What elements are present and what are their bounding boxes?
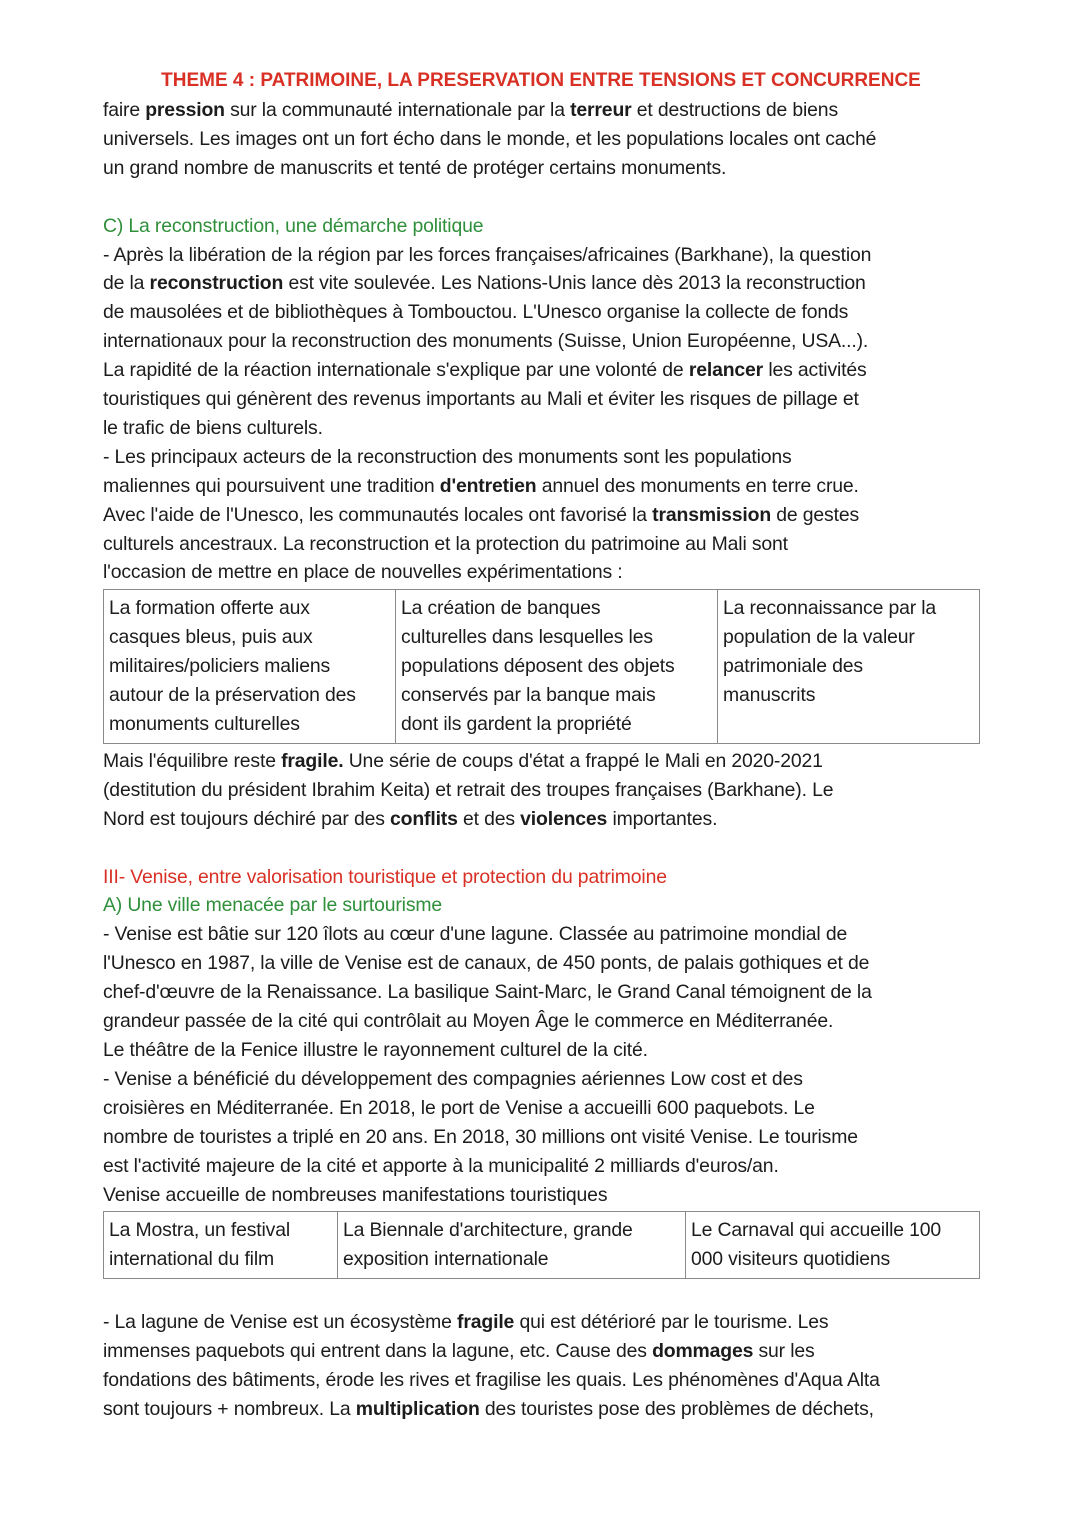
text-line: touristiques qui génèrent des revenus importants au Mali et éviter les risques de pillage et: [103, 388, 859, 411]
text-line: immenses paquebots qui entrent dans la lagune, etc. Cause des dommages sur les: [103, 1340, 815, 1363]
text-line: Mais l'équilibre reste fragile. Une série de coups d'état a frappé le Mali en 2020-2021: [103, 749, 823, 772]
text-line: grandeur passée de la cité qui contrôlait au Moyen Âge le commerce en Méditerranée.: [103, 1010, 834, 1033]
text-line: maliennes qui poursuivent une tradition d'entretien annuel des monuments en terre crue.: [103, 474, 859, 497]
table-cell: La création de banques culturelles dans lesquelles les populations déposent des objets conservés par la banque mais dont ils gardent la propriété: [396, 590, 718, 744]
text-line: - Venise est bâtie sur 120 îlots au cœur d'une lagune. Classée au patrimoine mondial de: [103, 923, 848, 946]
venice-events-table: [103, 1211, 980, 1279]
text-line: faire pression sur la communauté internationale par la terreur et destructions de biens: [103, 99, 838, 121]
text-line: internationaux pour la reconstruction des monuments (Suisse, Union Européenne, USA...).: [103, 330, 869, 353]
text-line: Venise accueille de nombreuses manifestations touristiques: [103, 1183, 608, 1206]
table-cell: La reconnaissance par la population de la valeur patrimoniale des manuscrits: [718, 590, 980, 744]
text-line: nombre de touristes a triplé en 20 ans. En 2018, 30 millions ont visité Venise. Le tourisme: [103, 1125, 858, 1148]
page-title: THEME 4 : PATRIMOINE, LA PRESERVATION ENTRE TENSIONS ET CONCURRENCE: [161, 70, 921, 91]
table-row: [104, 1212, 980, 1279]
text-line: fondations des bâtiments, érode les rives et fragilise les quais. Les phénomènes d'Aqua Alta: [103, 1369, 880, 1392]
text-line: culturels ancestraux. La reconstruction et la protection du patrimoine au Mali sont: [103, 532, 788, 555]
text-line: (destitution du président Ibrahim Keita) et retrait des troupes françaises (Barkhane). Le: [103, 778, 834, 801]
text-line: croisières en Méditerranée. En 2018, le port de Venise a accueilli 600 paquebots. Le: [103, 1096, 815, 1119]
text-line: le trafic de biens culturels.: [103, 416, 323, 439]
text-line: de mausolées et de bibliothèques à Tombouctou. L'Unesco organise la collecte de fonds: [103, 301, 849, 324]
mali-experiments-table: [103, 589, 980, 744]
text-line: - Venise a bénéficié du développement des compagnies aériennes Low cost et des: [103, 1067, 803, 1090]
table-cell: La formation offerte aux casques bleus, puis aux militaires/policiers maliens autour de la préservation des monuments culturelles: [104, 590, 396, 744]
text-line: un grand nombre de manuscrits et tenté de protéger certains monuments.: [103, 156, 727, 179]
table-row: [104, 590, 980, 744]
text-line: La rapidité de la réaction internationale s'explique par une volonté de relancer les activités: [103, 359, 867, 382]
text-line: de la reconstruction est vite soulevée. Les Nations-Unis lance dès 2013 la reconstruction: [103, 272, 866, 295]
text-line: - La lagune de Venise est un écosystème fragile qui est détérioré par le tourisme. Les: [103, 1311, 829, 1334]
text-line: - Après la libération de la région par les forces françaises/africaines (Barkhane), la question: [103, 243, 872, 266]
text-line: Le théâtre de la Fenice illustre le rayonnement culturel de la cité.: [103, 1038, 648, 1061]
text-line: Nord est toujours déchiré par des conflits et des violences importantes.: [103, 807, 718, 830]
text-line: - Les principaux acteurs de la reconstruction des monuments sont les populations: [103, 445, 792, 468]
text-line: universels. Les images ont un fort écho dans le monde, et les populations locales ont caché: [103, 127, 877, 150]
text-line: Avec l'aide de l'Unesco, les communautés locales ont favorisé la transmission de gestes: [103, 503, 860, 526]
table-cell: La Biennale d'architecture, grande exposition internationale: [338, 1212, 686, 1279]
subsection-heading-a: A) Une ville menacée par le surtourisme: [103, 894, 443, 917]
text-line: chef-d'œuvre de la Renaissance. La basilique Saint-Marc, le Grand Canal témoignent de la: [103, 981, 872, 1004]
section-heading-c: C) La reconstruction, une démarche politique: [103, 214, 484, 237]
text-line: est l'activité majeure de la cité et apporte à la municipalité 2 milliards d'euros/an.: [103, 1154, 779, 1177]
text-line: l'Unesco en 1987, la ville de Venise est de canaux, de 450 ponts, de palais gothiques et de: [103, 952, 870, 975]
document-body: [103, 66, 979, 1424]
text-line: sont toujours + nombreux. La multiplication des touristes pose des problèmes de déchets,: [103, 1397, 874, 1420]
table-cell: Le Carnaval qui accueille 100 000 visiteurs quotidiens: [686, 1212, 980, 1279]
table-cell: La Mostra, un festival international du film: [104, 1212, 338, 1279]
section-heading-iii: III- Venise, entre valorisation touristique et protection du patrimoine: [103, 865, 667, 888]
text-line: l'occasion de mettre en place de nouvelles expérimentations :: [103, 561, 623, 584]
